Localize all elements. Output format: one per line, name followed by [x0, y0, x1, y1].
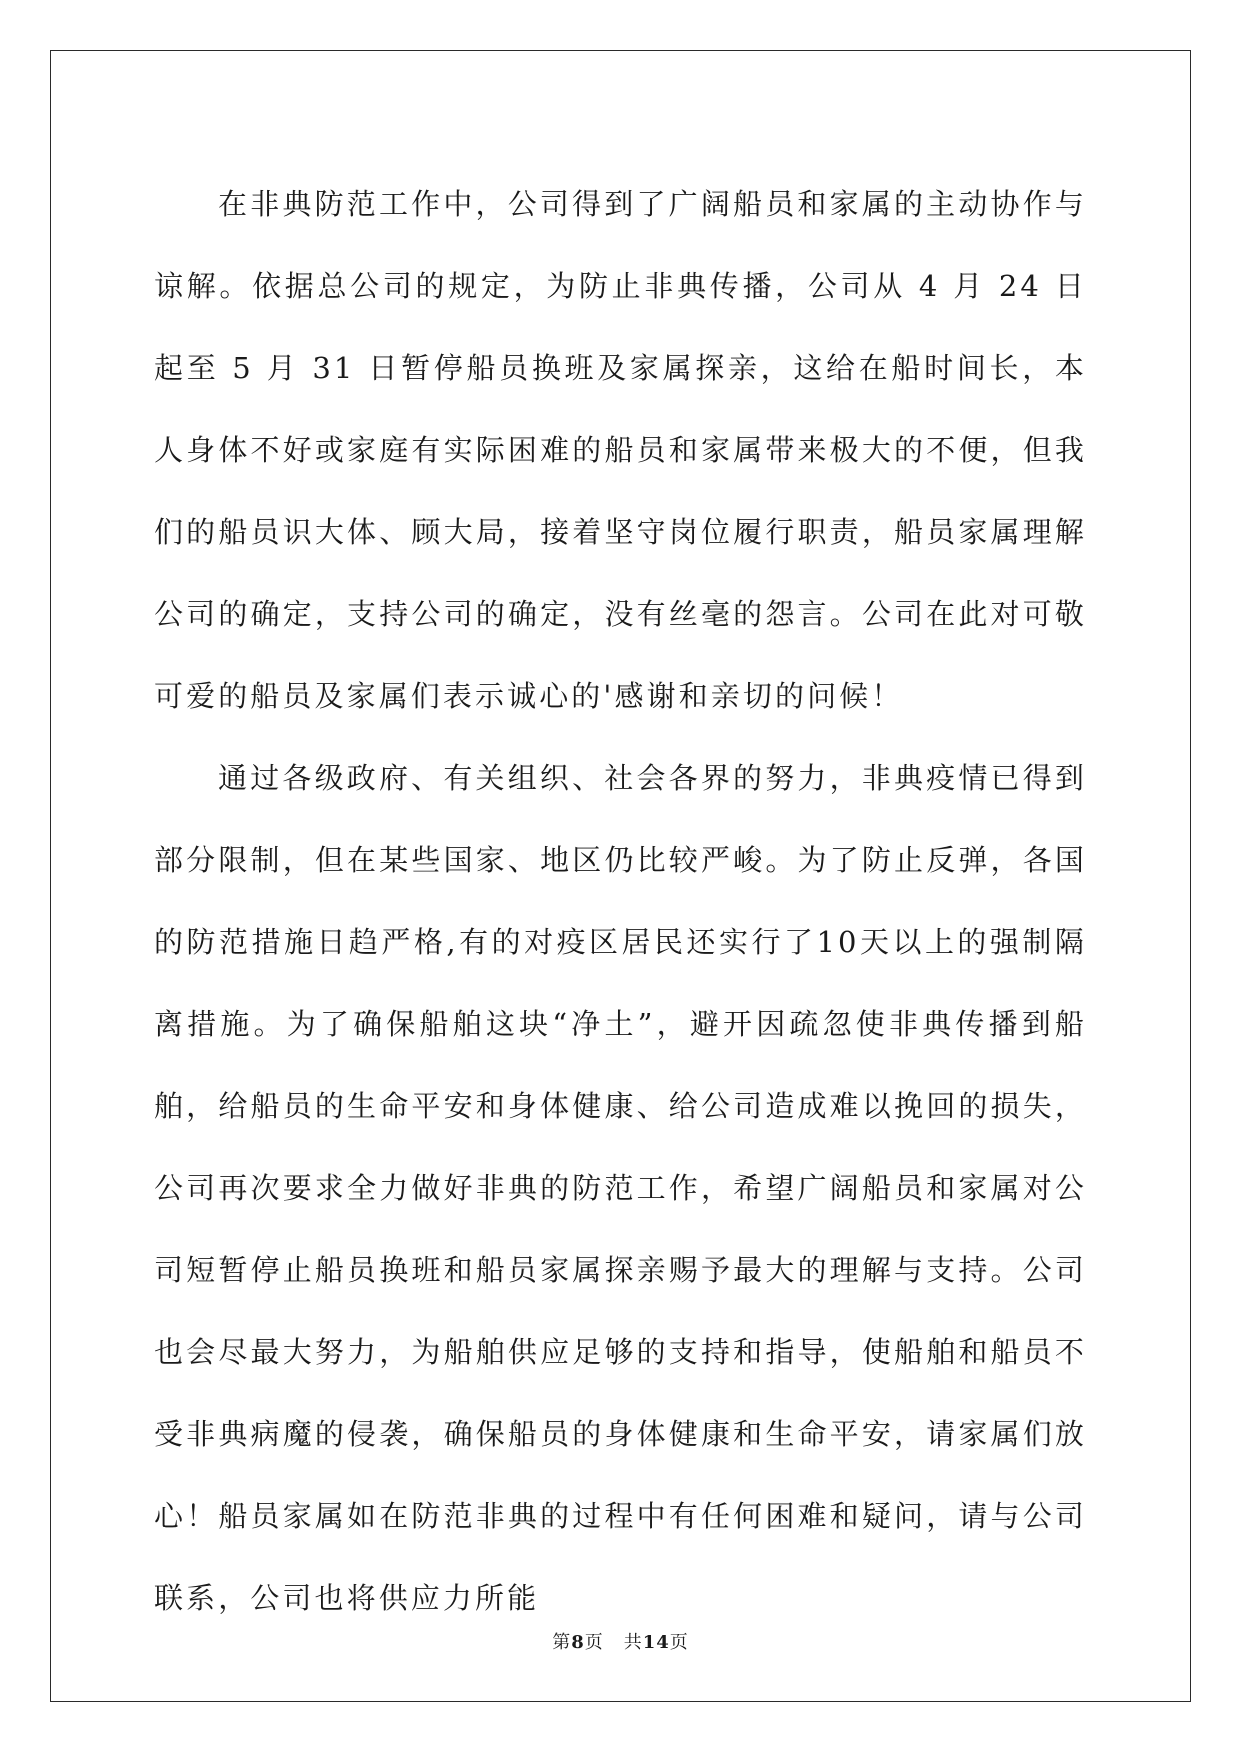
page-suffix: 页 [584, 1632, 604, 1653]
total-prefix: 共 [623, 1632, 643, 1653]
paragraph-1: 在非典防范工作中，公司得到了广阔船员和家属的主动协作与谅解。依据总公司的规定，为防止非典传播，公司从 4 月 24 日起至 5 月 31 日暂停船员换班及家属探亲，这给在船时间长，本人身体不好或家庭有实际困难的船员和家属带来极大的不便，但我们的船员识大体、顾大局，接着坚守岗位履行职责，船员家属理解公司的确定，支持公司的确定，没有丝毫的怨言。公司在此对可敬可爱的船员及家属们表示诚心的'感谢和亲切的问候！ [154, 187, 1087, 713]
page-prefix: 第 [552, 1632, 572, 1653]
page-current-number: 8 [571, 1632, 585, 1653]
page-footer [0, 1628, 1241, 1654]
total-suffix: 页 [669, 1632, 689, 1653]
paragraph-2: 通过各级政府、有关组织、社会各界的努力，非典疫情已得到部分限制，但在某些国家、地区仍比较严峻。为了防止反弹，各国的防范措施日趋严格,有的对疫区居民还实行了10天以上的强制隔离措施。为了确保船舶这块“净土”，避开因疏忽使非典传播到船舶，给船员的生命平安和身体健康、给公司造成难以挽回的损失，公司再次要求全力做好非典的防范工作，希望广阔船员和家属对公司短暂停止船员换班和船员家属探亲赐予最大的理解与支持。公司也会尽最大努力，为船舶供应足够的支持和指导，使船舶和船员不受非典病魔的侵袭，确保船员的身体健康和生命平安，请家属们放心！船员家属如在防范非典的过程中有任何困难和疑问，请与公司联系，公司也将供应力所能 [154, 761, 1087, 1615]
page-total-number: 14 [642, 1632, 670, 1653]
document-body [154, 163, 1087, 1639]
